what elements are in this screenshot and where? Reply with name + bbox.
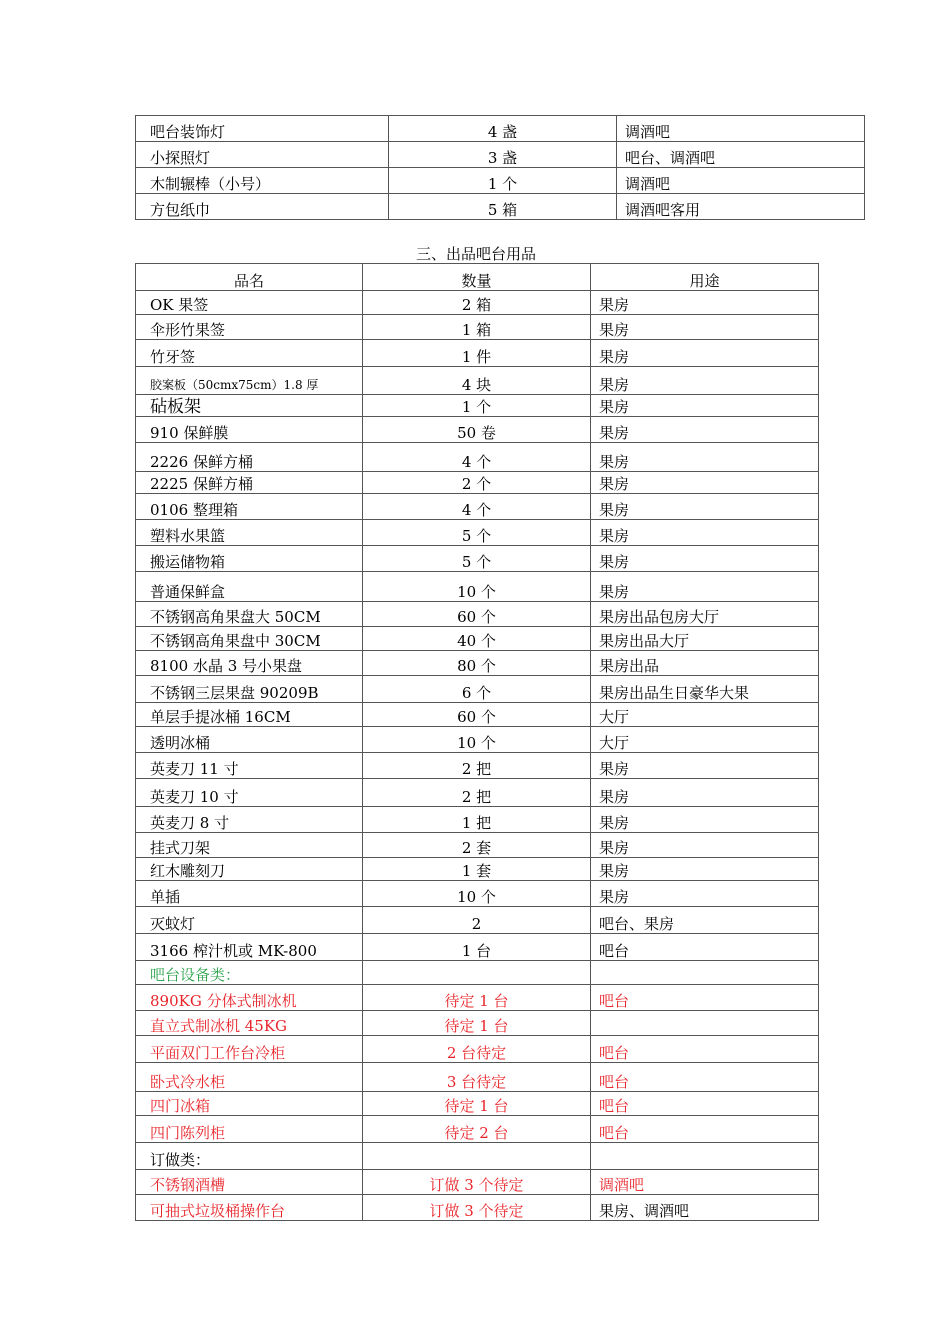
item-qty: 50 卷 bbox=[363, 417, 591, 443]
item-use: 果房 bbox=[591, 395, 819, 417]
item-name: 透明冰桶 bbox=[136, 727, 363, 753]
item-qty: 6 个 bbox=[363, 676, 591, 703]
item-use: 果房 bbox=[591, 494, 819, 520]
item-use: 大厅 bbox=[591, 727, 819, 753]
item-qty: 5 个 bbox=[363, 520, 591, 546]
item-use: 吧台 bbox=[591, 1116, 819, 1143]
table-row bbox=[136, 194, 865, 220]
table-row bbox=[136, 367, 819, 395]
item-name: 3166 榨汁机或 MK-800 bbox=[136, 934, 363, 961]
item-use: 吧台 bbox=[591, 1092, 819, 1116]
table-row bbox=[136, 443, 819, 472]
item-qty: 2 把 bbox=[363, 779, 591, 807]
item-qty: 3 台待定 bbox=[363, 1063, 591, 1092]
item-name: 普通保鲜盒 bbox=[136, 572, 363, 602]
equipment-group-row bbox=[136, 961, 819, 985]
item-qty: 1 台 bbox=[363, 934, 591, 961]
item-qty: 待定 1 台 bbox=[363, 1092, 591, 1116]
item-name: 灭蚊灯 bbox=[136, 907, 363, 934]
item-use: 果房 bbox=[591, 546, 819, 572]
table-row bbox=[136, 1063, 819, 1092]
table-row bbox=[136, 142, 865, 168]
header-qty: 数量 bbox=[363, 264, 591, 291]
empty-cell bbox=[363, 961, 591, 985]
item-qty: 60 个 bbox=[363, 703, 591, 727]
item-qty: 10 个 bbox=[363, 727, 591, 753]
table-row bbox=[136, 417, 819, 443]
item-qty: 订做 3 个待定 bbox=[363, 1170, 591, 1195]
bar-supplies-table bbox=[135, 263, 819, 1221]
item-name: 单层手提冰桶 16CM bbox=[136, 703, 363, 727]
item-name: 可抽式垃圾桶操作台 bbox=[136, 1195, 363, 1221]
item-use: 果房 bbox=[591, 881, 819, 907]
table-row bbox=[136, 727, 819, 753]
item-use: 果房 bbox=[591, 807, 819, 833]
item-qty: 1 个 bbox=[389, 168, 617, 194]
item-use: 调酒吧 bbox=[617, 116, 865, 142]
top-items-table bbox=[135, 115, 865, 220]
item-qty: 2 台待定 bbox=[363, 1036, 591, 1063]
item-qty: 4 个 bbox=[363, 443, 591, 472]
item-name: 红木雕刻刀 bbox=[136, 858, 363, 881]
table-row bbox=[136, 934, 819, 961]
item-use: 果房 bbox=[591, 779, 819, 807]
item-use: 吧台、调酒吧 bbox=[617, 142, 865, 168]
item-qty: 4 块 bbox=[363, 367, 591, 395]
item-qty: 2 bbox=[363, 907, 591, 934]
item-name: 伞形竹果签 bbox=[136, 315, 363, 340]
item-use: 果房 bbox=[591, 520, 819, 546]
table-row bbox=[136, 807, 819, 833]
item-use: 调酒吧 bbox=[617, 168, 865, 194]
table-row bbox=[136, 291, 819, 315]
item-name: 2226 保鲜方桶 bbox=[136, 443, 363, 472]
item-use: 果房 bbox=[591, 472, 819, 494]
table-row bbox=[136, 1036, 819, 1063]
item-name: 搬运储物箱 bbox=[136, 546, 363, 572]
item-name: 不锈钢酒槽 bbox=[136, 1170, 363, 1195]
table-row bbox=[136, 985, 819, 1011]
item-name: 胶案板（50cmx75cm）1.8 厚 bbox=[136, 367, 363, 395]
table-row bbox=[136, 1011, 819, 1036]
item-name: OK 果签 bbox=[136, 291, 363, 315]
item-name: 890KG 分体式制冰机 bbox=[136, 985, 363, 1011]
item-use: 果房、调酒吧 bbox=[591, 1195, 819, 1221]
item-name: 四门陈列柜 bbox=[136, 1116, 363, 1143]
header-use: 用途 bbox=[591, 264, 819, 291]
table-row bbox=[136, 779, 819, 807]
item-use: 果房 bbox=[591, 753, 819, 779]
item-qty: 1 把 bbox=[363, 807, 591, 833]
item-name: 英麦刀 10 寸 bbox=[136, 779, 363, 807]
item-name: 砧板架 bbox=[136, 395, 363, 417]
item-use: 大厅 bbox=[591, 703, 819, 727]
table-row bbox=[136, 833, 819, 858]
item-qty: 5 个 bbox=[363, 546, 591, 572]
empty-cell bbox=[363, 1143, 591, 1170]
item-qty: 1 个 bbox=[363, 395, 591, 417]
table-row bbox=[136, 395, 819, 417]
item-name: 不锈钢高角果盘中 30CM bbox=[136, 627, 363, 651]
item-qty: 10 个 bbox=[363, 881, 591, 907]
item-qty: 待定 1 台 bbox=[363, 985, 591, 1011]
item-qty: 2 把 bbox=[363, 753, 591, 779]
table-row bbox=[136, 627, 819, 651]
table-row bbox=[136, 881, 819, 907]
item-name: 木制辗棒（小号） bbox=[136, 168, 389, 194]
item-use: 果房 bbox=[591, 291, 819, 315]
item-use: 吧台、果房 bbox=[591, 907, 819, 934]
table-row bbox=[136, 1092, 819, 1116]
table-row bbox=[136, 703, 819, 727]
item-use: 调酒吧 bbox=[591, 1170, 819, 1195]
custom-group-row bbox=[136, 1143, 819, 1170]
table-row bbox=[136, 315, 819, 340]
table-row bbox=[136, 340, 819, 367]
item-qty: 1 件 bbox=[363, 340, 591, 367]
item-use: 果房出品大厅 bbox=[591, 627, 819, 651]
item-use: 果房 bbox=[591, 417, 819, 443]
item-use: 果房 bbox=[591, 367, 819, 395]
item-qty: 1 套 bbox=[363, 858, 591, 881]
header-name: 品名 bbox=[136, 264, 363, 291]
item-use: 果房 bbox=[591, 340, 819, 367]
table-row bbox=[136, 602, 819, 627]
item-name: 卧式冷水柜 bbox=[136, 1063, 363, 1092]
item-use: 吧台 bbox=[591, 1063, 819, 1092]
group-label: 吧台设备类： bbox=[136, 961, 363, 985]
item-name: 英麦刀 8 寸 bbox=[136, 807, 363, 833]
item-qty: 2 箱 bbox=[363, 291, 591, 315]
item-qty: 80 个 bbox=[363, 651, 591, 676]
table-row bbox=[136, 520, 819, 546]
item-use: 吧台 bbox=[591, 985, 819, 1011]
item-use: 吧台 bbox=[591, 1036, 819, 1063]
item-use: 果房出品包房大厅 bbox=[591, 602, 819, 627]
item-use: 果房 bbox=[591, 572, 819, 602]
item-qty: 5 箱 bbox=[389, 194, 617, 220]
table-row bbox=[136, 494, 819, 520]
table-header-row bbox=[136, 264, 819, 291]
item-name: 英麦刀 11 寸 bbox=[136, 753, 363, 779]
item-qty: 1 箱 bbox=[363, 315, 591, 340]
table-row bbox=[136, 1195, 819, 1221]
item-use: 果房 bbox=[591, 833, 819, 858]
item-name: 单插 bbox=[136, 881, 363, 907]
item-qty: 4 个 bbox=[363, 494, 591, 520]
table-row bbox=[136, 651, 819, 676]
table-row bbox=[136, 1116, 819, 1143]
item-use bbox=[591, 1011, 819, 1036]
item-qty: 40 个 bbox=[363, 627, 591, 651]
item-use: 果房出品 bbox=[591, 651, 819, 676]
item-qty: 2 个 bbox=[363, 472, 591, 494]
item-use: 果房 bbox=[591, 443, 819, 472]
table-row bbox=[136, 753, 819, 779]
item-name: 竹牙签 bbox=[136, 340, 363, 367]
item-name: 方包纸巾 bbox=[136, 194, 389, 220]
table-row bbox=[136, 858, 819, 881]
item-use: 调酒吧客用 bbox=[617, 194, 865, 220]
table-row bbox=[136, 1170, 819, 1195]
item-qty: 3 盏 bbox=[389, 142, 617, 168]
item-qty: 60 个 bbox=[363, 602, 591, 627]
item-name: 平面双门工作台冷柜 bbox=[136, 1036, 363, 1063]
table-row bbox=[136, 572, 819, 602]
table-row bbox=[136, 907, 819, 934]
item-qty: 待定 2 台 bbox=[363, 1116, 591, 1143]
item-use: 吧台 bbox=[591, 934, 819, 961]
item-name: 不锈钢三层果盘 90209B bbox=[136, 676, 363, 703]
table-row bbox=[136, 676, 819, 703]
table-row bbox=[136, 546, 819, 572]
empty-cell bbox=[591, 961, 819, 985]
table-row bbox=[136, 116, 865, 142]
item-use: 果房 bbox=[591, 858, 819, 881]
item-name: 塑料水果篮 bbox=[136, 520, 363, 546]
item-name: 小探照灯 bbox=[136, 142, 389, 168]
item-qty: 10 个 bbox=[363, 572, 591, 602]
table-row bbox=[136, 168, 865, 194]
item-qty: 订做 3 个待定 bbox=[363, 1195, 591, 1221]
item-name: 2225 保鲜方桶 bbox=[136, 472, 363, 494]
item-use: 果房 bbox=[591, 315, 819, 340]
item-name: 吧台装饰灯 bbox=[136, 116, 389, 142]
item-use: 果房出品生日豪华大果 bbox=[591, 676, 819, 703]
item-name: 910 保鲜膜 bbox=[136, 417, 363, 443]
item-qty: 4 盏 bbox=[389, 116, 617, 142]
item-qty: 2 套 bbox=[363, 833, 591, 858]
empty-cell bbox=[591, 1143, 819, 1170]
group-label: 订做类： bbox=[136, 1143, 363, 1170]
item-name: 四门冰箱 bbox=[136, 1092, 363, 1116]
section-title: 三、出品吧台用品 bbox=[415, 245, 536, 263]
item-name: 0106 整理箱 bbox=[136, 494, 363, 520]
item-name: 直立式制冰机 45KG bbox=[136, 1011, 363, 1036]
item-qty: 待定 1 台 bbox=[363, 1011, 591, 1036]
table-row bbox=[136, 472, 819, 494]
item-name: 8100 水晶 3 号小果盘 bbox=[136, 651, 363, 676]
item-name: 挂式刀架 bbox=[136, 833, 363, 858]
item-name: 不锈钢高角果盘大 50CM bbox=[136, 602, 363, 627]
